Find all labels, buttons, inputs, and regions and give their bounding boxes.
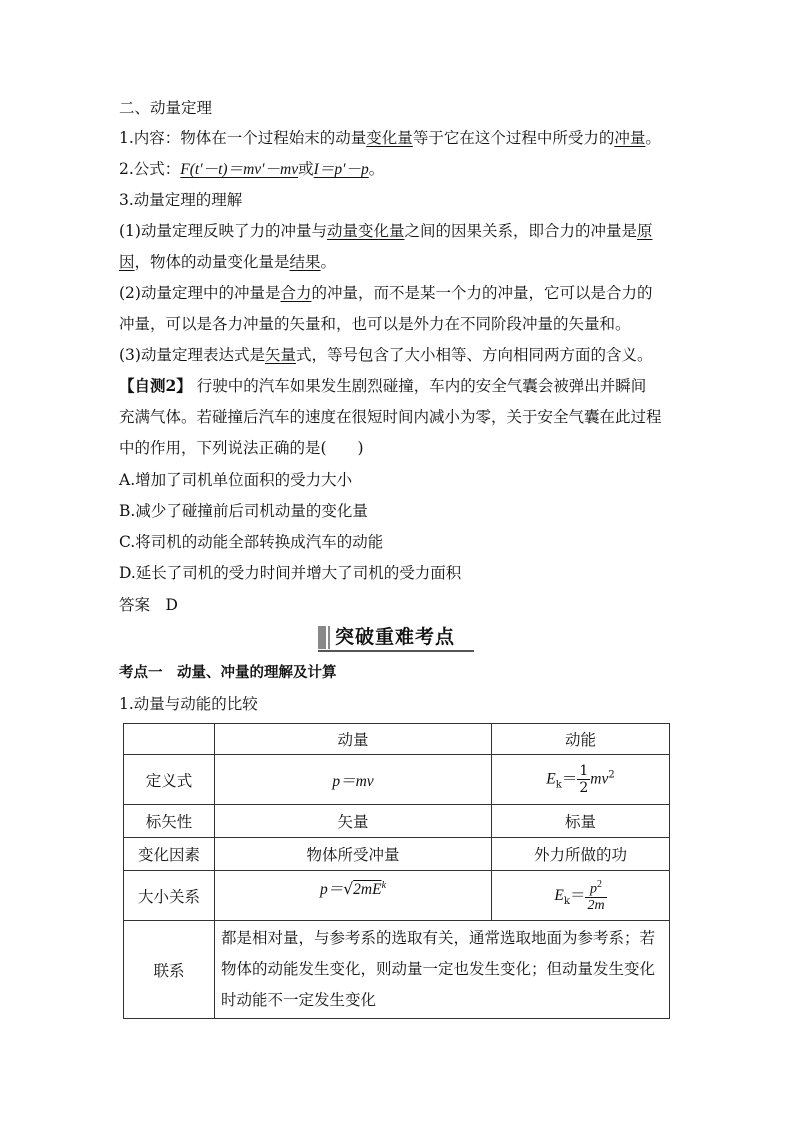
row-label: 联系 bbox=[124, 921, 215, 1019]
cell: 矢量 bbox=[215, 805, 492, 838]
paragraph-3 bbox=[119, 345, 679, 365]
subscript: k bbox=[563, 895, 570, 907]
underlined-text: 矢量 bbox=[264, 346, 296, 364]
table-row bbox=[124, 838, 670, 871]
text: 。 bbox=[320, 253, 337, 271]
item-understanding: 3.动量定理的理解 bbox=[119, 191, 243, 209]
text: 式，等号包含了大小相等、方向相同两方面的含义。 bbox=[295, 346, 653, 364]
self-test-line-3: 中的作用，下列说法正确的是( ) bbox=[119, 439, 364, 457]
table-header-row bbox=[124, 724, 670, 755]
table-header-cell bbox=[124, 724, 215, 755]
text: 或 bbox=[298, 160, 314, 178]
text: (1)动量定理反映了力的冲量与 bbox=[119, 222, 327, 240]
self-test-line-2: 充满气体。若碰撞后汽车的速度在很短时间内减小为零，关于安全气囊在此过程 bbox=[119, 408, 662, 426]
table-row bbox=[124, 921, 670, 1019]
text: ，物体的动量变化量是 bbox=[134, 253, 290, 271]
denominator: 2m bbox=[587, 898, 605, 914]
table-row bbox=[124, 871, 670, 921]
text: 之间的因果关系，即合力的冲量是 bbox=[404, 222, 637, 240]
numerator: 1 bbox=[579, 763, 589, 779]
paragraph-1-line-2 bbox=[119, 252, 679, 272]
cell: 外力所做的功 bbox=[492, 838, 670, 871]
relationship-note bbox=[215, 921, 670, 1019]
row-label: 标矢性 bbox=[124, 805, 215, 838]
banner-bar-thin-icon bbox=[328, 626, 330, 649]
row-label: 定义式 bbox=[124, 755, 215, 805]
table-header-cell: 动能 bbox=[492, 724, 670, 755]
cell: 标量 bbox=[492, 805, 670, 838]
banner-bar-icon bbox=[318, 626, 326, 649]
equals: ＝ bbox=[569, 885, 586, 904]
option-a: A.增加了司机单位面积的受力大小 bbox=[119, 471, 353, 489]
text: 的冲量，而不是某一个力的冲量，它可以是合力的 bbox=[311, 284, 653, 302]
underlined-text: 冲量 bbox=[614, 129, 646, 147]
subscript: k bbox=[555, 779, 562, 791]
text: 。 bbox=[645, 129, 661, 147]
banner-underline bbox=[318, 650, 474, 652]
underlined-text: 因 bbox=[119, 253, 135, 271]
comparison-table bbox=[123, 723, 670, 1019]
symbol: p＝ bbox=[319, 881, 344, 898]
symbol: E bbox=[546, 770, 556, 788]
symbol: E bbox=[554, 886, 564, 904]
underlined-text: 动量变化量 bbox=[326, 222, 405, 240]
item-content bbox=[119, 128, 679, 148]
self-test-line-1 bbox=[119, 376, 679, 396]
table-row bbox=[124, 805, 670, 838]
text: 2.公式： bbox=[119, 160, 181, 178]
text: (3)动量定理表达式是 bbox=[119, 346, 265, 364]
formula-2: I＝p′－p bbox=[313, 161, 369, 178]
self-test-tag: 【自测2】 bbox=[119, 376, 192, 395]
answer: 答案 D bbox=[119, 596, 178, 614]
kaodian-heading: 考点一 动量、冲量的理解及计算 bbox=[119, 665, 337, 681]
momentum-definition: p＝mv bbox=[215, 755, 492, 805]
kinetic-energy-definition bbox=[492, 755, 670, 805]
superscript: 2 bbox=[597, 878, 603, 890]
fraction bbox=[585, 877, 606, 915]
kinetic-energy-magnitude bbox=[492, 871, 670, 921]
paragraph-1-line-1 bbox=[119, 221, 679, 241]
compare-title: 1.动量与动能的比较 bbox=[119, 695, 258, 713]
text: 行驶中的汽车如果发生剧烈碰撞，车内的安全气囊会被弹出并瞬间 bbox=[196, 377, 647, 395]
note-line: 物体的动能发生变化，则动量一定也发生变化；但动量发生变化 bbox=[221, 960, 656, 978]
equals: ＝ bbox=[561, 769, 578, 788]
superscript: k bbox=[381, 879, 387, 891]
option-d: D.延长了司机的受力时间并增大了司机的受力面积 bbox=[119, 564, 462, 582]
option-c: C.将司机的动能全部转换成汽车的动能 bbox=[119, 533, 384, 551]
text: 等于它在这个过程中所受力的 bbox=[412, 129, 615, 147]
note-line: 都是相对量，与参考系的选取有关，通常选取地面为参考系；若 bbox=[221, 929, 656, 947]
fraction bbox=[577, 763, 590, 796]
row-label: 大小关系 bbox=[124, 871, 215, 921]
symbol: mv bbox=[590, 770, 609, 788]
note-line: 时动能不一定发生变化 bbox=[221, 991, 377, 1009]
radicand: 2mE bbox=[353, 881, 382, 898]
numerator bbox=[585, 877, 606, 899]
denominator: 2 bbox=[579, 780, 589, 796]
underlined-text: 变化量 bbox=[366, 129, 413, 147]
formula-1: F(t′－t)＝mv′－mv bbox=[180, 161, 299, 178]
paragraph-2-line-1 bbox=[119, 283, 679, 303]
symbol: p bbox=[590, 881, 598, 897]
table-row bbox=[124, 755, 670, 805]
superscript: 2 bbox=[608, 769, 615, 781]
cell: 物体所受冲量 bbox=[215, 838, 492, 871]
item-formula bbox=[119, 159, 679, 180]
text: 1.内容：物体在一个过程始末的动量 bbox=[119, 129, 367, 147]
underlined-text: 合力 bbox=[280, 284, 312, 302]
table-header-cell: 动量 bbox=[215, 724, 492, 755]
section-banner bbox=[318, 622, 474, 652]
underlined-text: 结果 bbox=[289, 253, 321, 271]
underlined-text: 原 bbox=[637, 222, 653, 240]
sqrt-icon: √ bbox=[343, 880, 354, 898]
momentum-magnitude bbox=[215, 871, 492, 921]
text: 。 bbox=[368, 160, 385, 178]
section-heading-momentum-theorem: 二、动量定理 bbox=[119, 99, 213, 117]
text: (2)动量定理中的冲量是 bbox=[119, 284, 281, 302]
option-b: B.减少了碰撞前后司机动量的变化量 bbox=[119, 502, 368, 520]
row-label: 变化因素 bbox=[124, 838, 215, 871]
section-banner-title: 突破重难考点 bbox=[335, 626, 456, 648]
paragraph-2-line-2: 冲量，可以是各力冲量的矢量和，也可以是外力在不同阶段冲量的矢量和。 bbox=[119, 315, 631, 333]
